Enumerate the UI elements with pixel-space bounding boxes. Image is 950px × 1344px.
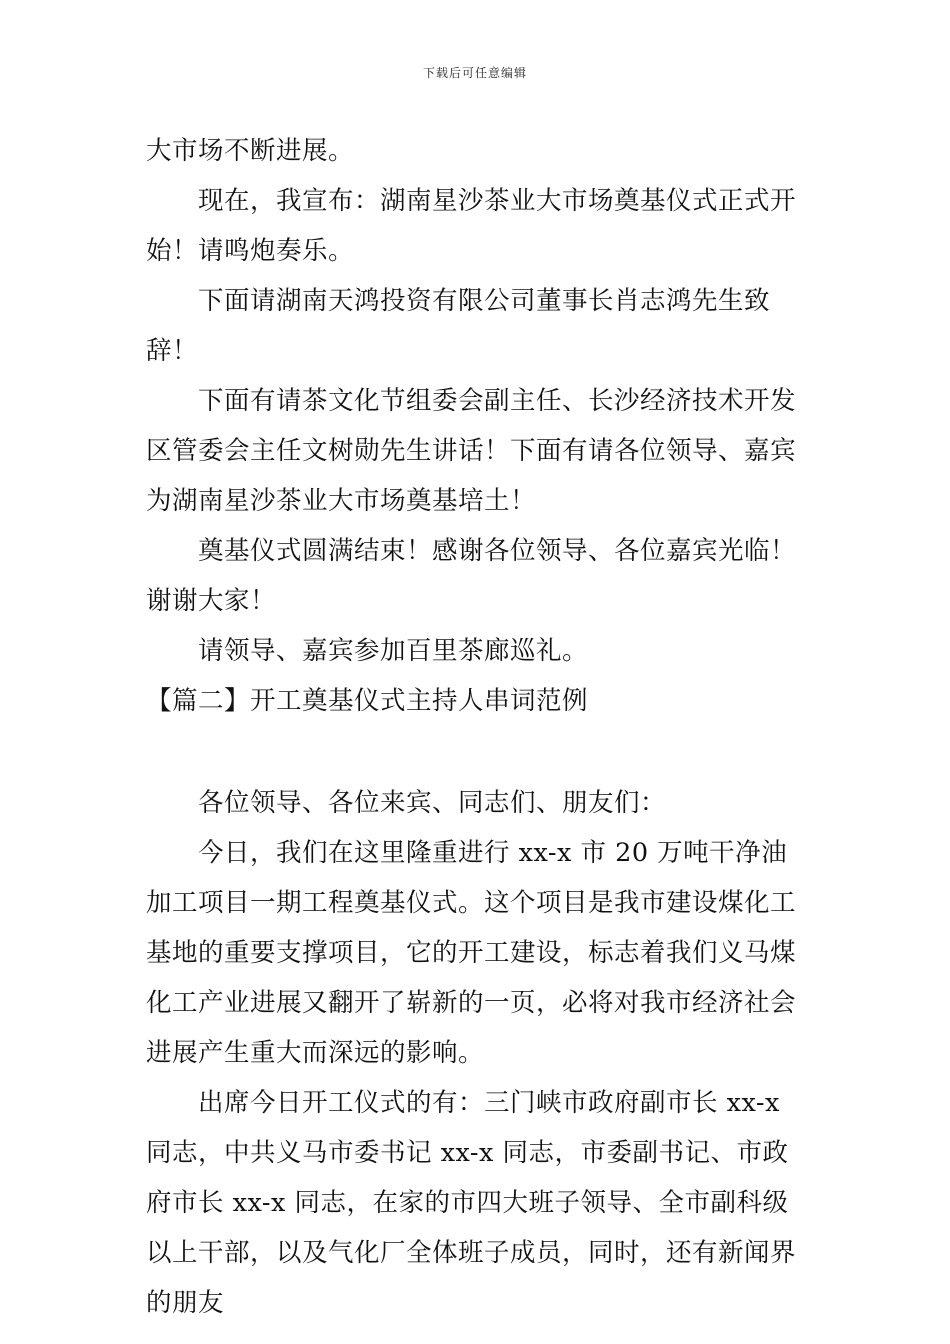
paragraph: 下面有请茶文化节组委会副主任、长沙经济技术开发区管委会主任文树勋先生讲话！下面有请各位领导、嘉宾为湖南星沙茶业大市场奠基培土！	[146, 386, 797, 516]
paragraph: 各位领导、各位来宾、同志们、朋友们：	[198, 788, 667, 818]
paragraph: 奠基仪式圆满结束！感谢各位领导、各位嘉宾光临！谢谢大家！	[146, 536, 797, 616]
paragraph: 下面请湖南天鸿投资有限公司董事长肖志鸿先生致辞！	[146, 286, 771, 366]
paragraph: 现在，我宣布：湖南星沙茶业大市场奠基仪式正式开始！请鸣炮奏乐。	[146, 186, 797, 266]
paragraph: 大市场不断进展。	[146, 136, 355, 166]
paragraph: 请领导、嘉宾参加百里茶廊巡礼。	[198, 636, 589, 666]
document-body	[146, 126, 811, 1328]
paragraph: 今日，我们在这里隆重进行 xx-x 市 20 万吨干净油加工项目一期工程奠基仪式。这个项目是我市建设煤化工基地的重要支撑项目，它的开工建设，标志着我们义马煤化工产业进展又翻开了崭新的一页，必将对我市经济社会进展产生重大而深远的影响。	[146, 838, 797, 1068]
section-heading: 【篇二】开工奠基仪式主持人串词范例	[146, 686, 589, 716]
spacer	[146, 726, 811, 778]
page-header: 下载后可任意编辑	[422, 66, 527, 80]
paragraph: 出席今日开工仪式的有：三门峡市政府副市长 xx-x 同志，中共义马市委书记 xx-x 同志，市委副书记、市政府市长 xx-x 同志，在家的市四大班子领导、全市副科级以上干部，以及气化厂全体班子成员，同时，还有新闻界的朋友	[146, 1088, 797, 1318]
